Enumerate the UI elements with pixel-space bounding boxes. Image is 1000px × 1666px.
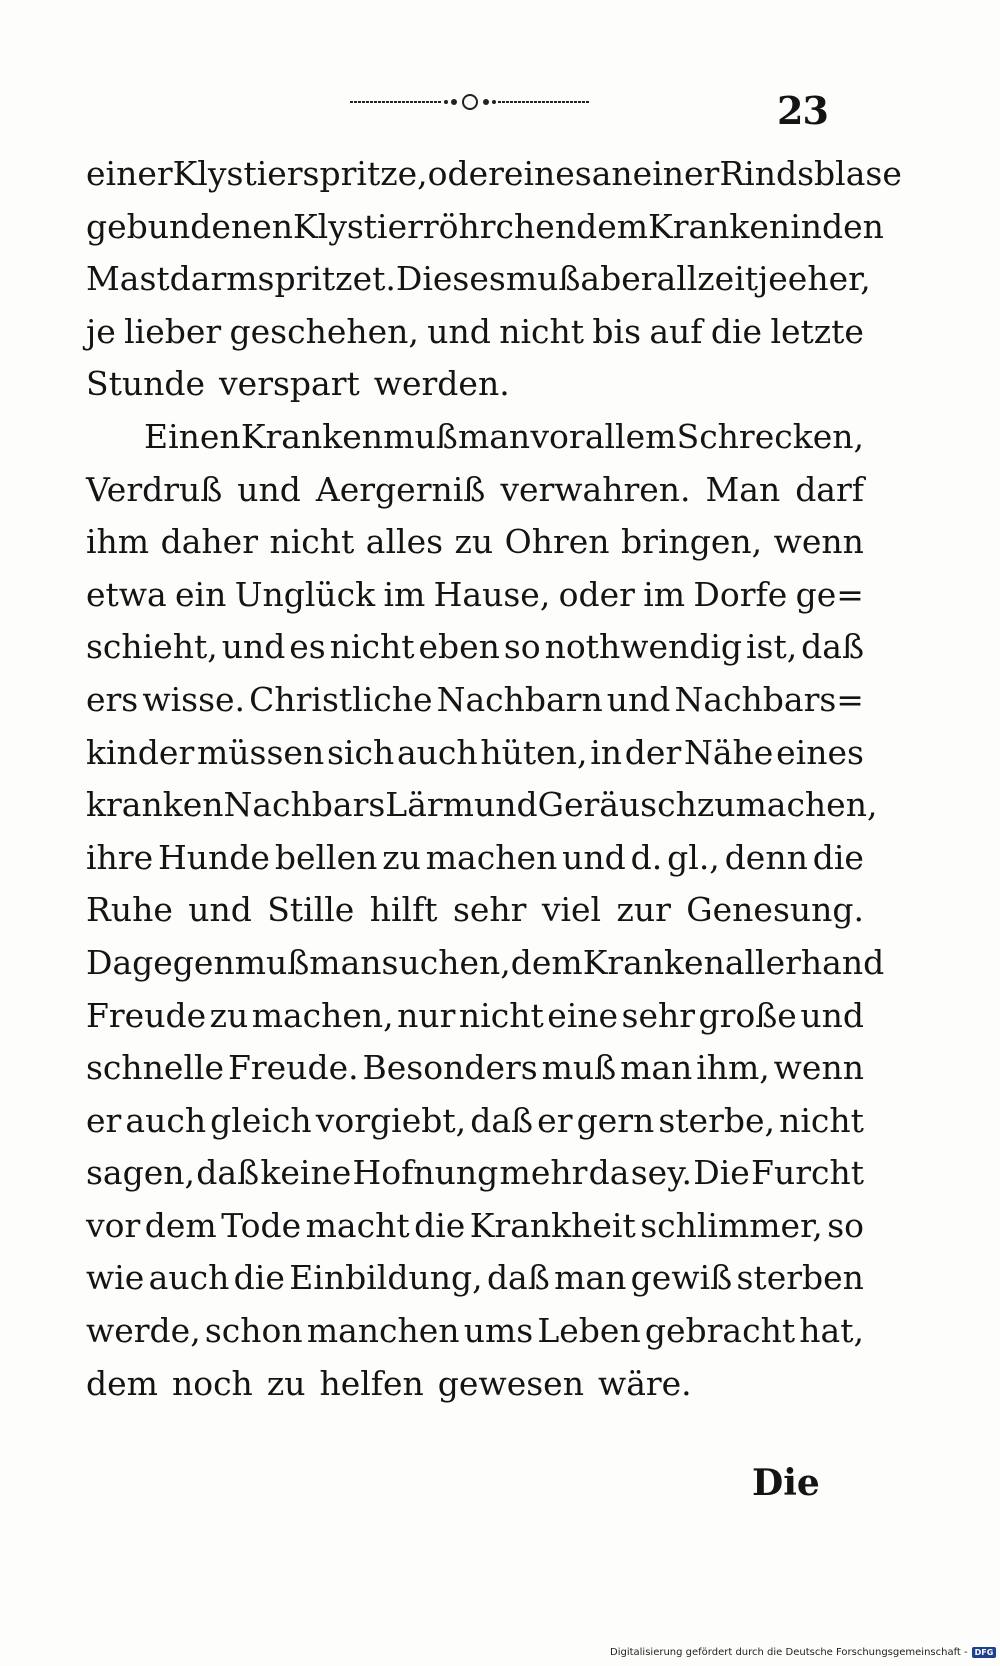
text-word: hüten, — [480, 732, 588, 772]
text-word: sehr — [452, 890, 527, 930]
text-word: gleich — [210, 1100, 312, 1140]
text-word: ist, — [745, 627, 798, 667]
text-line — [86, 674, 864, 727]
text-word: wisse. — [142, 679, 246, 719]
text-word: letzte — [770, 311, 864, 351]
text-word: geschehen, — [229, 311, 419, 351]
text-word: muß — [383, 416, 458, 456]
text-word: wenn — [773, 522, 864, 562]
text-line — [86, 1252, 864, 1305]
text-word: wäre. — [597, 1363, 692, 1403]
text-word: man — [309, 942, 382, 982]
text-word: daß — [196, 1153, 260, 1193]
text-line — [86, 1095, 864, 1148]
text-word: suchen, — [381, 942, 511, 982]
text-word: ihm — [86, 522, 150, 562]
text-word: man — [554, 1258, 627, 1298]
footer-credit — [610, 1647, 996, 1658]
text-word: an — [591, 154, 633, 193]
text-word: je — [758, 259, 788, 299]
text-word: einer — [632, 154, 720, 193]
text-word: bringen, — [621, 522, 763, 562]
text-word: und — [237, 469, 301, 509]
text-word: muß — [234, 942, 310, 982]
text-line — [86, 516, 864, 569]
text-word: Kranken — [582, 942, 725, 982]
text-word: nicht — [499, 311, 585, 351]
text-word: kinder — [86, 732, 195, 772]
text-line — [86, 569, 864, 622]
text-word: helfen — [319, 1363, 424, 1403]
text-word: vorgiebt, — [315, 1100, 467, 1140]
text-word: auf — [649, 311, 703, 351]
text-word: und — [562, 837, 626, 877]
text-word: große — [698, 995, 797, 1035]
text-word: Krankheit — [469, 1205, 636, 1245]
text-word: gewesen — [437, 1363, 584, 1403]
text-word: gewiß — [630, 1258, 733, 1298]
text-word: hat, — [799, 1311, 864, 1351]
text-word: und — [800, 995, 864, 1035]
text-word: ers — [86, 679, 139, 719]
text-word: sehr — [621, 995, 696, 1035]
text-word: spritzet. — [257, 259, 396, 299]
text-word: Kranken — [648, 206, 791, 246]
text-word: Freude. — [227, 1048, 359, 1088]
text-word: sterben — [736, 1258, 864, 1298]
text-word: im — [383, 574, 426, 614]
text-word: nothwendig — [544, 627, 743, 667]
text-word: Hause, — [433, 574, 551, 614]
text-word: auch — [396, 732, 478, 772]
text-word: zu — [266, 1363, 306, 1403]
text-line — [86, 464, 864, 517]
text-word: und — [221, 627, 286, 667]
text-word: gebundenen — [86, 206, 293, 246]
text-word: ihm, — [696, 1048, 770, 1088]
text-word: Rindsblase — [719, 154, 902, 193]
text-word: dem — [510, 942, 583, 982]
text-word: Genesung. — [686, 890, 864, 930]
text-word: daß — [486, 1258, 550, 1298]
text-line — [86, 253, 871, 306]
text-word: werden. — [373, 364, 510, 404]
text-word: eines — [503, 154, 592, 193]
text-word: hilft — [369, 890, 438, 930]
text-word: gl., — [667, 837, 720, 877]
text-word: muß — [541, 1048, 617, 1088]
text-line — [86, 621, 864, 674]
text-word: Nähe — [684, 732, 774, 772]
text-word: und — [606, 679, 671, 719]
text-word: Unglück — [234, 574, 376, 614]
text-word: sagen, — [86, 1153, 196, 1193]
text-word: einer — [86, 154, 173, 193]
text-word: auch — [125, 1100, 207, 1140]
text-word: noch — [171, 1363, 253, 1403]
text-word: Dagegen — [86, 942, 235, 982]
footer-credit-text: Digitalisierung gefördert durch die Deutsche Forschungsgemeinschaft - — [610, 1647, 968, 1658]
text-word: nicht — [779, 1100, 864, 1140]
text-word: Freude — [86, 995, 207, 1035]
text-word: sterbe, — [658, 1100, 776, 1140]
text-word: bellen — [274, 837, 378, 877]
text-word: Hofnung — [352, 1153, 499, 1193]
text-word: schlimmer, — [640, 1205, 823, 1245]
text-line — [86, 201, 884, 254]
text-word: Die — [693, 1153, 750, 1193]
text-word: die — [812, 837, 864, 877]
text-word: keine — [260, 1153, 352, 1193]
text-word: den — [822, 206, 884, 246]
text-word: dem — [144, 1205, 217, 1245]
text-word: Stille — [267, 890, 355, 930]
text-line — [86, 1358, 864, 1411]
text-word: nur — [397, 995, 456, 1035]
text-word: werde, — [86, 1311, 201, 1351]
text-word: verwahren. — [500, 469, 691, 509]
text-word: er — [86, 1100, 122, 1140]
text-line — [86, 1200, 864, 1253]
text-word: schon — [204, 1311, 303, 1351]
text-word: Verdruß — [86, 469, 223, 509]
text-word: Ohren — [504, 522, 610, 562]
text-word: Leben — [537, 1311, 641, 1351]
body-text — [86, 148, 902, 1410]
text-line — [86, 990, 864, 1043]
text-word: ein — [175, 574, 227, 614]
text-word: auch — [148, 1258, 230, 1298]
text-word: je — [86, 311, 116, 351]
text-word: alles — [365, 522, 444, 562]
text-word: zu — [696, 785, 736, 825]
text-word: Furcht — [751, 1153, 864, 1193]
text-word: macht — [305, 1205, 410, 1245]
text-line — [86, 779, 878, 832]
text-word: eben — [418, 627, 500, 667]
text-word: die — [414, 1205, 466, 1245]
text-word: Nachbarn — [436, 679, 603, 719]
text-word: Klystierspritze, — [172, 154, 428, 193]
text-word: nicht — [458, 995, 544, 1035]
text-word: denn — [724, 837, 808, 877]
text-word: Stunde — [86, 364, 206, 404]
text-word: dem — [576, 206, 649, 246]
text-word: machen, — [251, 995, 394, 1035]
text-word: daß — [801, 627, 864, 667]
text-word: allerhand — [724, 942, 885, 982]
text-word: Hunde — [158, 837, 270, 877]
text-word: der — [624, 732, 682, 772]
text-word: d. — [630, 837, 663, 877]
text-word: allem — [584, 416, 677, 456]
text-word: Lärm — [385, 785, 474, 825]
text-word: es — [289, 627, 326, 667]
text-word: wie — [86, 1258, 145, 1298]
text-word: eines — [776, 732, 864, 772]
text-word: Nachbars= — [674, 679, 864, 719]
text-word: die — [233, 1258, 285, 1298]
text-line — [86, 1042, 864, 1095]
text-word: allzeit — [656, 259, 759, 299]
text-word: so — [827, 1205, 864, 1245]
text-word: zur — [616, 890, 671, 930]
text-word: man — [457, 416, 531, 456]
text-line — [86, 358, 864, 411]
text-word: darf — [795, 469, 864, 509]
text-word: machen, — [735, 785, 878, 825]
text-word: zu — [382, 837, 421, 877]
text-word: man — [620, 1048, 693, 1088]
text-word: machen — [425, 837, 558, 877]
text-line — [86, 884, 864, 937]
text-line — [86, 148, 902, 201]
text-word: und — [188, 890, 252, 930]
text-word: er — [537, 1100, 573, 1140]
text-word: lieber — [124, 311, 222, 351]
text-word: ihre — [86, 837, 154, 877]
text-line — [86, 937, 885, 990]
text-word: bis — [592, 311, 642, 351]
text-word: Aergerniß — [315, 469, 486, 509]
text-word: und — [427, 311, 491, 351]
text-word: mehr — [499, 1153, 588, 1193]
text-word: Dieses — [395, 259, 506, 299]
text-word: Man — [705, 469, 781, 509]
text-word: sich — [326, 732, 395, 772]
text-word: dem — [86, 1363, 158, 1403]
text-word: Christliche — [249, 679, 433, 719]
text-word: Ruhe — [86, 890, 173, 930]
text-word: Einbildung, — [289, 1258, 483, 1298]
text-word: in — [590, 732, 623, 772]
text-word: Dorfe — [693, 574, 788, 614]
text-word: gebracht — [644, 1311, 796, 1351]
text-word: gern — [576, 1100, 655, 1140]
text-word: ums — [463, 1311, 534, 1351]
text-word: eher, — [787, 259, 871, 299]
text-word: in — [790, 206, 822, 246]
text-word: Kranken — [240, 416, 383, 456]
text-word: nicht — [269, 522, 355, 562]
page-number: 23 — [777, 88, 828, 133]
text-word: Schrecken, — [676, 416, 864, 456]
text-word: schieht, — [86, 627, 218, 667]
text-word: etwa — [86, 574, 167, 614]
text-word: Mastdarm — [86, 259, 258, 299]
text-word: Einen — [144, 416, 241, 456]
text-line — [86, 306, 864, 359]
text-word: Besonders — [362, 1048, 538, 1088]
text-word: kranken — [86, 785, 224, 825]
catchword: Die — [752, 1462, 820, 1504]
text-word: vor — [86, 1205, 141, 1245]
text-word: Geräusch — [537, 785, 697, 825]
text-word: wenn — [773, 1048, 864, 1088]
text-word: zu — [209, 995, 249, 1035]
text-line — [86, 832, 864, 885]
text-word: so — [503, 627, 541, 667]
text-word: die — [710, 311, 763, 351]
text-word: oder — [427, 154, 504, 193]
text-word: nicht — [329, 627, 415, 667]
text-word: daß — [470, 1100, 534, 1140]
text-word: zu — [454, 522, 494, 562]
text-line — [86, 1305, 864, 1358]
text-word: müssen — [197, 732, 325, 772]
dfg-logo-icon: DFG — [972, 1647, 997, 1658]
text-word: eine — [547, 995, 619, 1035]
text-word: da — [588, 1153, 630, 1193]
text-word: Tode — [221, 1205, 302, 1245]
text-word: oder — [558, 574, 635, 614]
text-word: viel — [541, 890, 602, 930]
text-word: vor — [530, 416, 585, 456]
text-word: sey. — [630, 1153, 692, 1193]
text-word: ge= — [795, 574, 864, 614]
text-word: und — [473, 785, 538, 825]
text-word: manchen — [306, 1311, 460, 1351]
text-line — [86, 727, 864, 780]
text-word: schnelle — [86, 1048, 225, 1088]
header-ornament-icon — [350, 90, 590, 114]
text-word: verspart — [219, 364, 360, 404]
text-word: muß — [505, 259, 581, 299]
text-word: Klystierröhrchen — [292, 206, 577, 246]
text-word: daher — [160, 522, 258, 562]
text-line — [86, 411, 864, 464]
text-line — [86, 1147, 864, 1200]
text-word: im — [643, 574, 686, 614]
text-word: aber — [580, 259, 657, 299]
text-word: Nachbars — [223, 785, 386, 825]
